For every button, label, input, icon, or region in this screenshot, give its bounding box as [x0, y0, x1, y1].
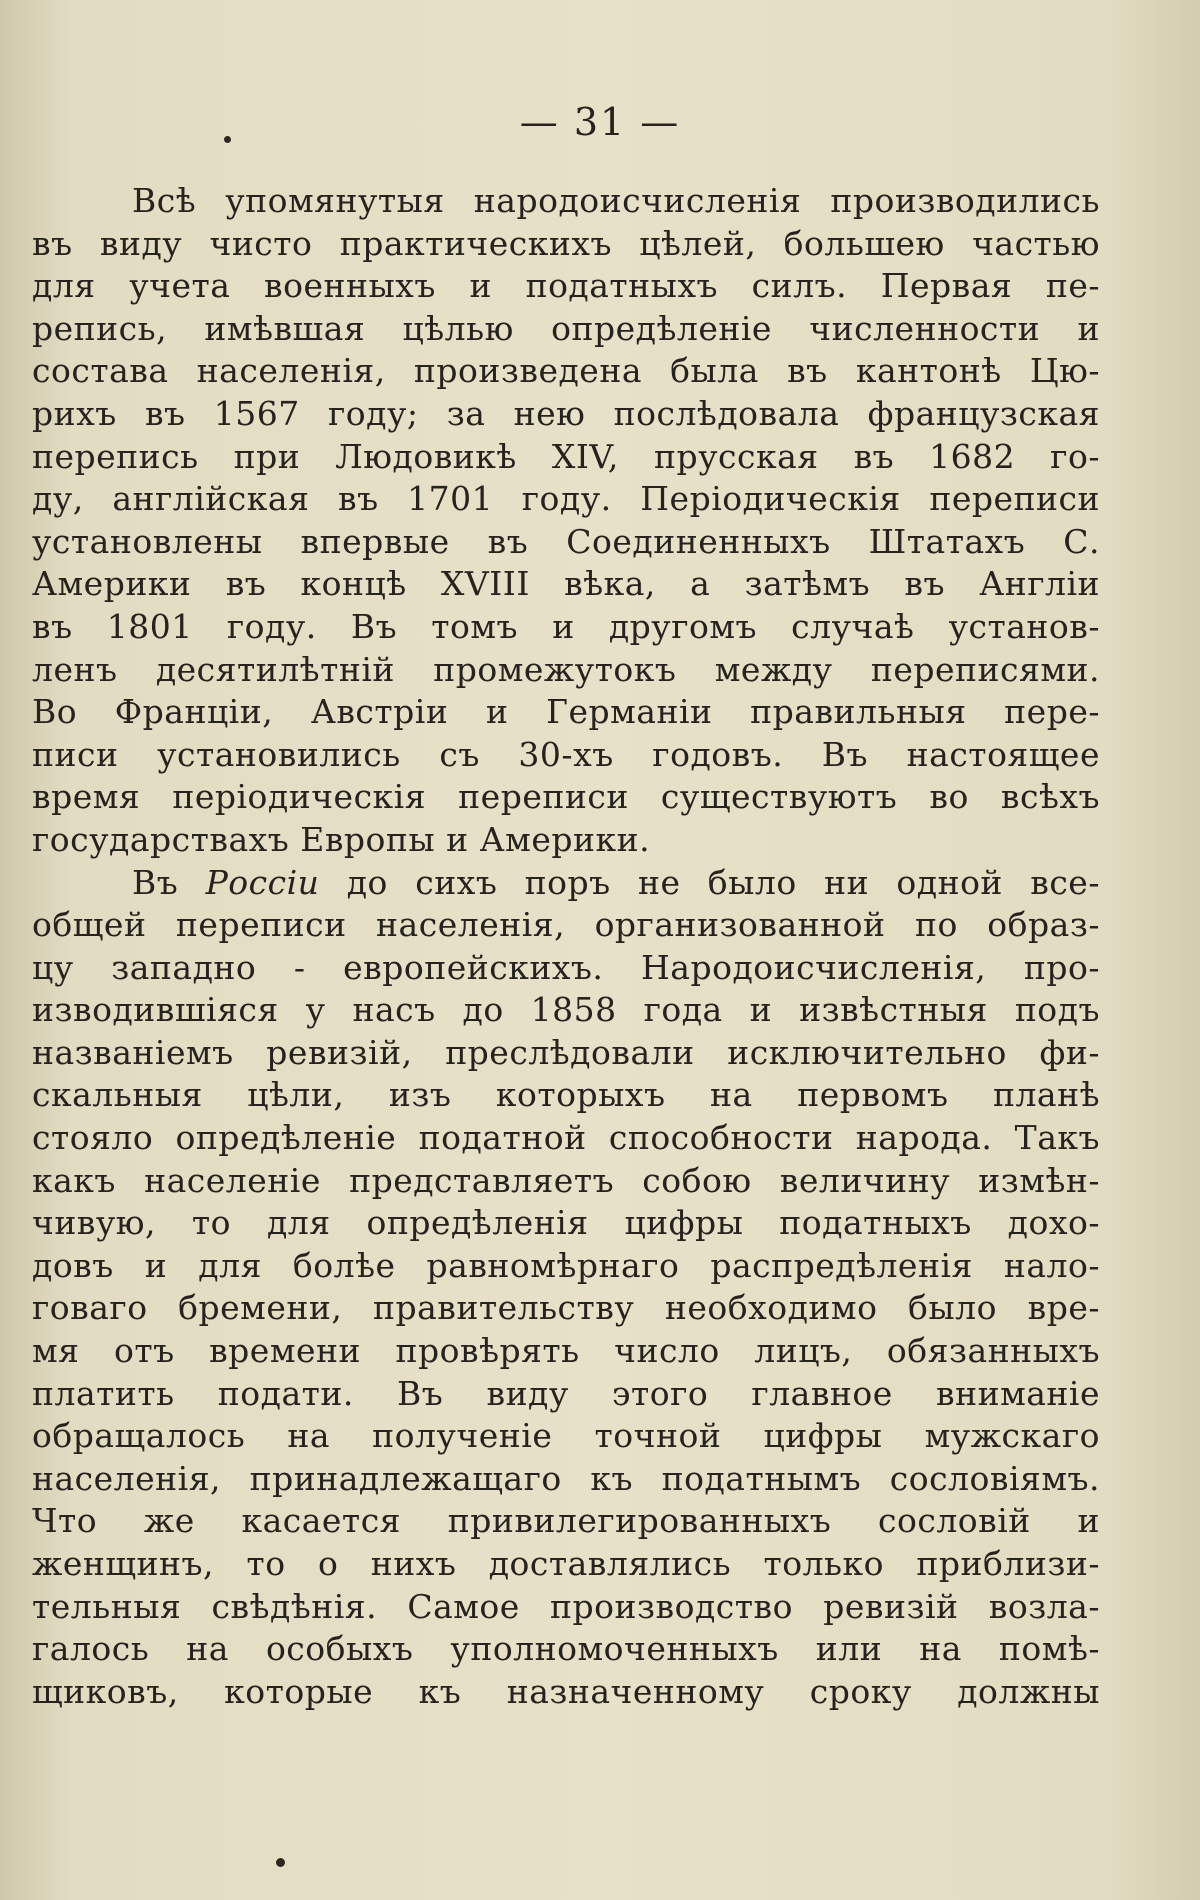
text-line: въ 1801 году. Въ томъ и другомъ случаѣ установ- — [32, 606, 1100, 646]
text-line: ленъ десятилѣтній промежутокъ между переписями. — [32, 649, 1100, 689]
text-line: названіемъ ревизій, преслѣдовали исключительно фи- — [32, 1032, 1100, 1072]
text-line: рихъ въ 1567 году; за нею послѣдовала французская — [32, 393, 1100, 433]
line-rest: до сихъ поръ не было ни одной все- — [319, 862, 1100, 902]
text-line: Америки въ концѣ XVIII вѣка, а затѣмъ въ Англіи — [32, 564, 1100, 604]
text-line: какъ населеніе представляетъ собою величину измѣн- — [32, 1160, 1100, 1200]
text-line: установлены впервые въ Соединенныхъ Штатахъ С. — [32, 521, 1100, 561]
text-line: Во Франціи, Австріи и Германіи правильныя пере- — [32, 692, 1100, 732]
line-prefix: Въ — [132, 862, 206, 902]
text-line: населенія, принадлежащаго къ податнымъ сословіямъ. — [32, 1458, 1100, 1498]
text-line: для учета военныхъ и податныхъ силъ. Первая пе- — [32, 266, 1100, 306]
text-line: время періодическія переписи существуютъ во всѣхъ — [32, 777, 1100, 817]
text-body — [32, 180, 1100, 1713]
text-line: репись, имѣвшая цѣлью опредѣленіе численности и — [32, 308, 1100, 348]
text-line: ду, англійская въ 1701 году. Періодическія переписи — [32, 479, 1100, 519]
text-line: стояло опредѣленіе податной способности народа. Такъ — [32, 1118, 1100, 1158]
text-line: Что же касается привилегированныхъ сословій и — [32, 1501, 1100, 1541]
text-line: состава населенія, произведена была въ кантонѣ Цю- — [32, 351, 1100, 391]
text-line: мя отъ времени провѣрять число лицъ, обязанныхъ — [32, 1331, 1100, 1371]
text-line: платить подати. Въ виду этого главное вниманіе — [32, 1373, 1100, 1413]
text-line: государствахъ Европы и Америки. — [32, 819, 651, 859]
text-line: въ виду чисто практическихъ цѣлей, большею частью — [32, 223, 1100, 263]
text-line: обращалось на полученіе точной цифры мужскаго — [32, 1416, 1100, 1456]
ink-speck — [276, 1858, 285, 1867]
text-line — [32, 862, 1100, 905]
text-line: писи установились съ 30-хъ годовъ. Въ настоящее — [32, 734, 1100, 774]
paragraph-1 — [32, 180, 1100, 862]
emphasized-word: Россіи — [205, 862, 320, 902]
text-line: щиковъ, которые къ назначенному сроку должны — [32, 1671, 1100, 1711]
text-line: скальныя цѣли, изъ которыхъ на первомъ планѣ — [32, 1075, 1100, 1115]
text-line: изводившіяся у насъ до 1858 года и извѣстныя подъ — [32, 990, 1100, 1030]
text-line: Всѣ упомянутыя народоисчисленія производились — [132, 181, 1100, 220]
text-line: перепись при Людовикѣ XIV, прусская въ 1682 го- — [32, 436, 1100, 476]
ink-speck — [224, 136, 231, 143]
text-line: тельныя свѣдѣнія. Самое производство ревизій возла- — [32, 1586, 1100, 1626]
page-number: — 31 — — [519, 100, 681, 144]
text-line: говаго бремени, правительству необходимо было вре- — [32, 1288, 1100, 1328]
text-line: довъ и для болѣе равномѣрнаго распредѣленія нало- — [32, 1245, 1100, 1285]
text-line: цу западно - европейскихъ. Народоисчисленія, про- — [32, 947, 1100, 987]
text-line: общей переписи населенія, организованной по образ- — [32, 905, 1100, 945]
text-line: чивую, то для опредѣленія цифры податныхъ дохо- — [32, 1203, 1100, 1243]
text-line: женщинъ, то о нихъ доставлялись только приблизи- — [32, 1544, 1100, 1583]
text-line: галось на особыхъ уполномоченныхъ или на помѣ- — [32, 1629, 1100, 1669]
paragraph-2 — [32, 862, 1100, 1714]
